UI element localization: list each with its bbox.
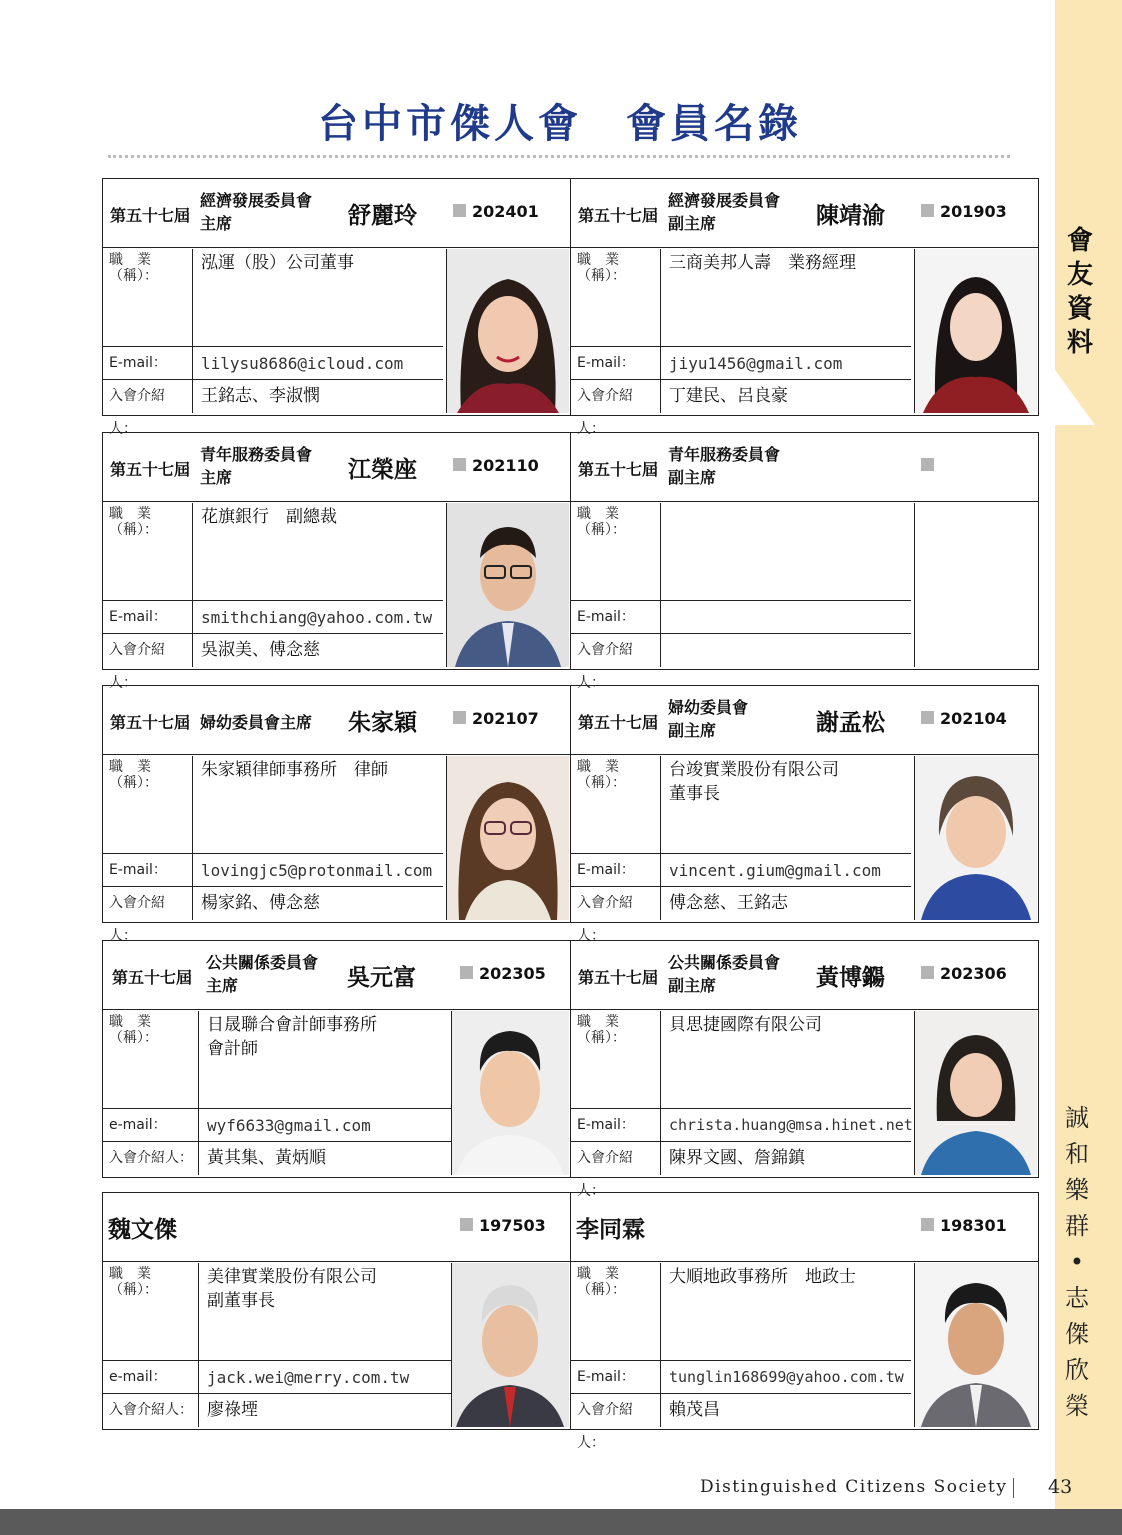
referrer-value: 丁建民、呂良豪 <box>669 386 788 406</box>
referrer-value: 楊家銘、傅念慈 <box>201 893 320 913</box>
member-id: 197503 <box>479 1216 546 1235</box>
referrer-label: 入會介紹人： <box>571 1142 661 1175</box>
member-photo <box>446 249 569 413</box>
member-card <box>570 433 1038 691</box>
motto-char: 欣 <box>1065 1356 1089 1384</box>
member-card <box>570 1193 1038 1451</box>
id-marker <box>921 204 934 217</box>
referrer-label: 入會介紹人： <box>103 887 193 920</box>
member-id: 202305 <box>479 964 546 983</box>
id-marker <box>921 458 934 471</box>
card-header <box>571 179 1038 248</box>
member-photo <box>451 1263 569 1427</box>
member-name: 江榮座 <box>348 457 417 483</box>
occupation-value <box>661 1011 911 1109</box>
member-card <box>103 1193 570 1429</box>
member-row <box>102 940 1039 1199</box>
side-label-char: 資 <box>1066 294 1093 324</box>
occupation-label <box>103 503 193 601</box>
occupation-label-line: 職 業 <box>577 252 619 268</box>
term: 第五十七屆 <box>110 713 191 732</box>
id-marker <box>460 1218 473 1231</box>
email-label: E-mail： <box>571 601 661 634</box>
side-label-char: 會 <box>1066 226 1093 256</box>
side-label-char: 料 <box>1066 328 1093 358</box>
committee-title: 婦幼委員會主席 <box>200 713 313 732</box>
motto-char: 誠 <box>1065 1104 1089 1132</box>
committee-title <box>668 696 748 742</box>
committee-role: 副主席 <box>668 468 717 487</box>
motto <box>1062 1100 1092 1424</box>
occupation-label-line: 職 業 <box>577 1266 619 1282</box>
occupation-label-line: 職 業 <box>109 252 151 268</box>
card-header <box>571 1193 1038 1262</box>
id-marker <box>921 1218 934 1231</box>
committee-name: 青年服務委員會 <box>200 445 313 464</box>
referrer-value: 賴茂昌 <box>669 1400 720 1420</box>
committee-name: 婦幼委員會 <box>668 698 749 717</box>
term: 第五十七屆 <box>578 206 659 225</box>
referrer-label: 入會介紹人： <box>103 1142 199 1175</box>
occupation-value <box>661 1263 911 1361</box>
member-id: 202401 <box>472 202 539 221</box>
referrer-value <box>661 634 911 667</box>
referrer-label: 入會介紹人： <box>103 1394 199 1427</box>
member-card <box>103 433 570 691</box>
committee-role: 副主席 <box>668 214 717 233</box>
email-label: E-mail： <box>571 1109 661 1142</box>
id-marker <box>460 966 473 979</box>
member-name: 朱家穎 <box>348 710 417 736</box>
referrer-label: 入會介紹人： <box>571 1394 661 1427</box>
email-label: E-mail： <box>571 854 661 887</box>
occupation-value <box>661 756 911 854</box>
member-photo <box>451 1011 569 1175</box>
occupation-label <box>571 503 661 601</box>
title-divider <box>108 155 1010 158</box>
motto-char: • <box>1069 1248 1085 1276</box>
motto-char: 傑 <box>1065 1320 1089 1348</box>
term: 第五十七屆 <box>110 206 191 225</box>
occupation-value <box>199 1011 451 1109</box>
card-header <box>103 179 570 248</box>
email-value: jack.wei@merry.com.tw <box>199 1361 451 1394</box>
page-number: 43 <box>1048 1476 1073 1498</box>
occupation-label-line: 職 業 <box>109 506 151 522</box>
member-name: 吳元富 <box>347 965 416 991</box>
term: 第五十七屆 <box>110 460 191 479</box>
occupation-line: 董事長 <box>669 784 720 804</box>
email-value: jiyu1456@gmail.com <box>661 347 911 380</box>
email-label: e-mail： <box>103 1361 199 1394</box>
referrer-value: 傅念慈、王銘志 <box>669 893 788 913</box>
occupation-label <box>571 1263 661 1361</box>
occupation-value <box>661 503 911 601</box>
card-header <box>103 1193 570 1262</box>
member-name: 魏文傑 <box>108 1217 177 1243</box>
card-header <box>571 433 1038 502</box>
occupation-label-line: （稱）： <box>109 522 158 538</box>
page-title: 台中市傑人會 會員名錄 <box>318 100 802 147</box>
committee-title <box>668 443 780 489</box>
occupation-label <box>103 1263 199 1361</box>
committee-role: 主席 <box>200 468 233 487</box>
footer-separator <box>1013 1478 1014 1498</box>
id-marker <box>921 711 934 724</box>
occupation-line: 美律實業股份有限公司 <box>207 1267 377 1287</box>
member-photo <box>914 249 1037 413</box>
occupation-label-line: （稱）： <box>577 1030 626 1046</box>
committee-title <box>668 189 780 235</box>
occupation-label-line: （稱）： <box>109 775 158 791</box>
occupation-label <box>103 756 193 854</box>
occupation-line: 朱家穎律師事務所 律師 <box>201 760 388 780</box>
card-header <box>571 686 1038 755</box>
member-photo <box>914 1263 1037 1427</box>
occupation-label <box>571 1011 661 1109</box>
occupation-label-line: （稱）： <box>577 522 626 538</box>
occupation-label-line: （稱）： <box>109 1030 158 1046</box>
member-id: 202107 <box>472 709 539 728</box>
occupation-label-line: 職 業 <box>577 759 619 775</box>
footer-publication: Distinguished Citizens Society <box>700 1477 1008 1497</box>
member-photo-empty <box>914 503 1037 667</box>
occupation-value <box>193 756 443 854</box>
email-value: christa.huang@msa.hinet.net <box>661 1109 911 1142</box>
referrer-value: 陳界文國、詹錦鎮 <box>669 1148 805 1168</box>
occupation-value <box>193 249 443 347</box>
member-id: 202104 <box>940 709 1007 728</box>
member-card <box>103 179 570 437</box>
card-header <box>103 686 570 755</box>
member-photo <box>914 1011 1037 1175</box>
side-tab-notch <box>1055 370 1095 425</box>
referrer-label: 入會介紹人： <box>103 634 193 667</box>
occupation-label <box>103 249 193 347</box>
bottom-bar <box>0 1509 1122 1535</box>
member-row <box>102 685 1039 944</box>
member-card <box>570 686 1038 944</box>
occupation-line: 花旗銀行 副總裁 <box>201 507 337 527</box>
occupation-label-line: （稱）： <box>109 268 158 284</box>
referrer-value: 黃其集、黃炳順 <box>207 1148 326 1168</box>
committee-title <box>200 189 312 235</box>
member-name: 陳靖渝 <box>816 203 885 229</box>
id-marker <box>453 458 466 471</box>
occupation-label <box>571 756 661 854</box>
motto-char: 群 <box>1065 1212 1089 1240</box>
member-id: 201903 <box>940 202 1007 221</box>
card-header <box>103 941 570 1010</box>
email-value: lilysu8686@icloud.com <box>193 347 443 380</box>
occupation-label-line: （稱）： <box>109 1282 158 1298</box>
committee-role: 主席 <box>206 976 239 995</box>
member-row <box>102 178 1039 437</box>
member-name: 舒麗玲 <box>348 203 417 229</box>
member-id: 202110 <box>472 456 539 475</box>
term: 第五十七屆 <box>578 713 659 732</box>
occupation-label <box>571 249 661 347</box>
email-label: E-mail： <box>103 347 193 380</box>
referrer-label: 入會介紹人： <box>571 887 661 920</box>
committee-name: 經濟發展委員會 <box>668 191 781 210</box>
member-id: 202306 <box>940 964 1007 983</box>
member-name: 李同霖 <box>576 1217 645 1243</box>
term: 第五十七屆 <box>112 968 193 987</box>
occupation-value <box>193 503 443 601</box>
member-photo <box>446 756 569 920</box>
email-label: E-mail： <box>571 1361 661 1394</box>
occupation-label-line: （稱）： <box>577 1282 626 1298</box>
email-value: tunglin168699@yahoo.com.tw <box>661 1361 911 1394</box>
committee-name: 公共關係委員會 <box>206 953 319 972</box>
email-value: lovingjc5@protonmail.com <box>193 854 443 887</box>
member-name: 黃博鐊 <box>816 965 885 991</box>
id-marker <box>453 204 466 217</box>
occupation-value <box>661 249 911 347</box>
occupation-label-line: 職 業 <box>109 759 151 775</box>
occupation-line: 貝思捷國際有限公司 <box>669 1015 822 1035</box>
referrer-value: 吳淑美、傅念慈 <box>201 640 320 660</box>
occupation-line: 會計師 <box>207 1039 258 1059</box>
referrer-label: 入會介紹人： <box>103 380 193 413</box>
email-value: wyf6633@gmail.com <box>199 1109 451 1142</box>
occupation-label-line: 職 業 <box>109 1014 151 1030</box>
email-value: vincent.gium@gmail.com <box>661 854 911 887</box>
motto-char: 志 <box>1065 1284 1089 1312</box>
email-value <box>661 601 911 634</box>
member-card <box>103 941 570 1177</box>
occupation-line: 泓運（股）公司董事 <box>201 253 354 273</box>
committee-role: 主席 <box>200 214 233 233</box>
occupation-label-line: 職 業 <box>577 1014 619 1030</box>
occupation-label-line: （稱）： <box>577 268 626 284</box>
committee-role: 副主席 <box>668 721 717 740</box>
email-label: e-mail： <box>103 1109 199 1142</box>
email-label: E-mail： <box>103 854 193 887</box>
email-value: smithchiang@yahoo.com.tw <box>193 601 443 634</box>
id-marker <box>453 711 466 724</box>
member-photo <box>914 756 1037 920</box>
referrer-label: 入會介紹人： <box>571 380 661 413</box>
occupation-line: 三商美邦人壽 業務經理 <box>669 253 856 273</box>
occupation-value <box>199 1263 451 1361</box>
occupation-line: 大順地政事務所 地政士 <box>669 1267 856 1287</box>
motto-char: 和 <box>1065 1140 1089 1168</box>
committee-title <box>668 951 780 997</box>
referrer-value: 廖祿堙 <box>207 1400 258 1420</box>
committee-name: 經濟發展委員會 <box>200 191 313 210</box>
email-label: E-mail： <box>103 601 193 634</box>
committee-role: 副主席 <box>668 976 717 995</box>
occupation-line: 副董事長 <box>207 1291 275 1311</box>
member-row <box>102 432 1039 691</box>
occupation-label-line: 職 業 <box>577 506 619 522</box>
committee-name: 青年服務委員會 <box>668 445 781 464</box>
committee-title <box>200 443 312 489</box>
motto-char: 榮 <box>1065 1392 1089 1420</box>
member-row <box>102 1192 1039 1451</box>
member-card <box>103 686 570 944</box>
member-card <box>570 941 1038 1199</box>
card-header <box>571 941 1038 1010</box>
side-label-char: 友 <box>1066 260 1093 290</box>
occupation-label <box>103 1011 199 1109</box>
motto-char: 樂 <box>1065 1176 1089 1204</box>
occupation-line: 台竣實業股份有限公司 <box>669 760 839 780</box>
committee-title <box>206 951 318 997</box>
member-name: 謝孟松 <box>816 710 885 736</box>
occupation-line: 日晟聯合會計師事務所 <box>207 1015 377 1035</box>
occupation-label-line: （稱）： <box>577 775 626 791</box>
member-photo <box>446 503 569 667</box>
referrer-label: 入會介紹人： <box>571 634 661 667</box>
side-label <box>1063 224 1097 360</box>
occupation-label-line: 職 業 <box>109 1266 151 1282</box>
id-marker <box>921 966 934 979</box>
term: 第五十七屆 <box>578 968 659 987</box>
term: 第五十七屆 <box>578 460 659 479</box>
card-header <box>103 433 570 502</box>
member-id: 198301 <box>940 1216 1007 1235</box>
email-label: E-mail： <box>571 347 661 380</box>
referrer-value: 王銘志、李淑憫 <box>201 386 320 406</box>
committee-name: 公共關係委員會 <box>668 953 781 972</box>
member-card <box>570 179 1038 437</box>
